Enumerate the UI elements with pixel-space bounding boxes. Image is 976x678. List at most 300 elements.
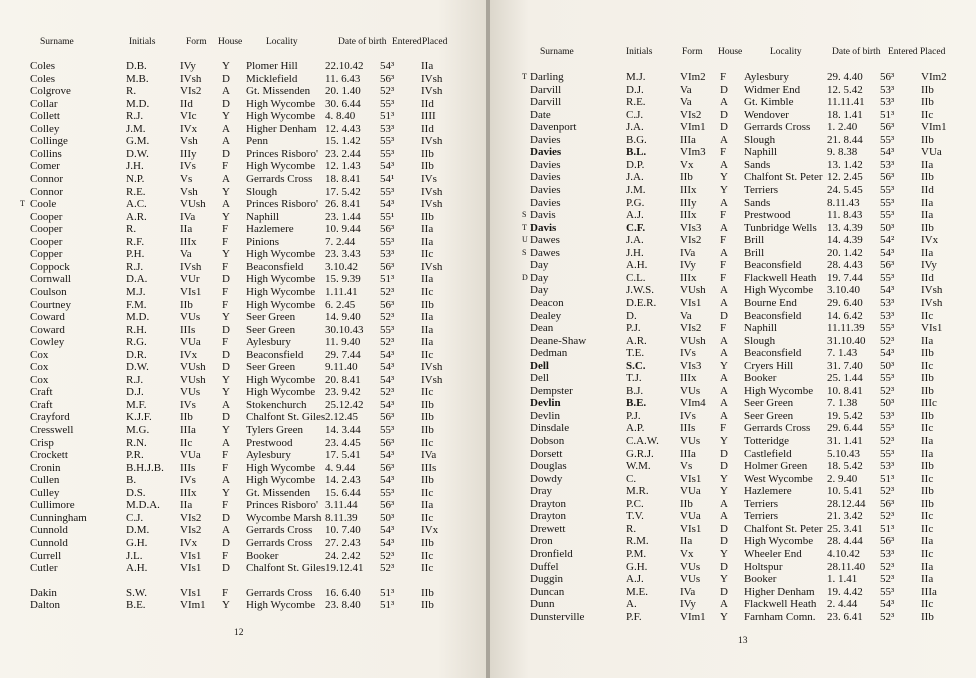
cell-locality: Naphill — [744, 146, 777, 159]
header-entered: Entered — [888, 47, 918, 57]
cell-entered: 56³ — [380, 72, 395, 85]
cell-entered: 53³ — [880, 158, 895, 171]
cell-initials: R.F. — [126, 235, 145, 248]
entry-row — [490, 586, 976, 598]
cell-locality: Widmer End — [744, 83, 801, 96]
cell-house: D — [222, 97, 230, 110]
cell-date-of-birth: 10. 8.41 — [827, 384, 863, 397]
cell-locality: Aylesbury — [744, 71, 789, 83]
cell-initials: A.J. — [626, 573, 644, 585]
cell-surname: Dakin — [30, 586, 57, 599]
cell-placed: IVa — [421, 449, 437, 462]
cell-initials: J.L. — [126, 549, 143, 562]
cell-date-of-birth: 28. 4.44 — [827, 535, 863, 548]
cell-entered: 56³ — [880, 121, 895, 134]
entry-row — [0, 73, 486, 85]
cell-initials: D.W. — [126, 361, 149, 374]
cell-initials: R.E. — [126, 185, 146, 198]
cell-form: VIs1 — [680, 472, 702, 485]
cell-placed: IIb — [921, 221, 934, 234]
cell-house: Y — [222, 248, 230, 261]
cell-surname: Coulson — [30, 285, 67, 298]
cell-house: D — [222, 273, 230, 286]
cell-locality: Prestwood — [744, 209, 791, 222]
cell-date-of-birth: 1.11.41 — [325, 285, 358, 298]
cell-surname: Drayton — [530, 497, 567, 510]
cell-entered: 52³ — [380, 562, 395, 574]
cell-form: Vx — [680, 547, 694, 560]
entry-row — [0, 524, 486, 536]
cell-form: IVs — [680, 347, 696, 360]
cell-date-of-birth: 18. 8.41 — [325, 172, 361, 185]
left-page — [0, 0, 486, 678]
entry-row — [490, 523, 976, 535]
cell-placed: IVs — [421, 172, 437, 185]
entry-row — [0, 248, 486, 260]
cell-form: IIIy — [180, 147, 197, 160]
cell-surname: Cunnold — [30, 524, 68, 537]
cell-date-of-birth: 11. 8.43 — [827, 209, 863, 222]
cell-initials: M.J. — [626, 71, 646, 83]
cell-locality: Gerrards Cross — [744, 422, 811, 435]
cell-house: A — [720, 384, 728, 397]
cell-locality: Flackwell Heath — [744, 598, 817, 611]
cell-placed: IId — [921, 271, 934, 284]
cell-placed: IIb — [921, 610, 934, 623]
cell-house: A — [222, 398, 230, 411]
cell-placed: IVx — [921, 234, 939, 247]
cell-placed: IIb — [421, 298, 434, 311]
cell-initials: R. — [126, 223, 137, 236]
cell-entered: 55³ — [880, 196, 895, 209]
cell-date-of-birth: 11.11.39 — [827, 322, 865, 334]
cell-form: VIm4 — [680, 397, 706, 410]
cell-locality: Slough — [744, 334, 776, 347]
cell-house: A — [720, 372, 728, 385]
cell-date-of-birth: 3.11.44 — [325, 499, 358, 512]
cell-initials: P.J. — [626, 322, 641, 334]
header-placed: Placed — [920, 47, 946, 57]
cell-surname: Craft — [30, 386, 53, 399]
cell-form: IIb — [180, 411, 193, 424]
cell-initials: M.J. — [126, 285, 146, 298]
cell-house: D — [222, 411, 230, 424]
cell-date-of-birth: 15. 6.44 — [325, 486, 361, 499]
cell-date-of-birth: 3.10.42 — [325, 260, 358, 273]
entry-row — [490, 448, 976, 460]
entry-row — [0, 261, 486, 273]
entry-row — [490, 598, 976, 610]
cell-form: VIs2 — [680, 108, 702, 121]
cell-form: VIs1 — [180, 586, 202, 599]
cell-placed: IIII — [421, 110, 436, 123]
cell-placed: IIc — [921, 472, 934, 485]
cell-form: VUs — [680, 560, 701, 573]
cell-form: IVsh — [180, 260, 202, 273]
cell-locality: Chalfont St. Giles — [246, 411, 326, 424]
cell-locality: Beaconsfield — [744, 347, 802, 360]
cell-placed: IIIa — [921, 585, 937, 598]
cell-placed: IIa — [921, 447, 934, 460]
cell-date-of-birth: 2. 9.40 — [827, 472, 858, 485]
cell-form: IId — [180, 97, 193, 110]
cell-entered: 52³ — [880, 573, 895, 585]
cell-form: VUa — [180, 336, 201, 349]
cell-locality: Plomer Hill — [246, 60, 298, 72]
cell-form: IIIs — [180, 323, 196, 336]
entry-row — [490, 310, 976, 322]
cell-entered: 55³ — [380, 486, 395, 499]
cell-date-of-birth: 7. 2.44 — [325, 235, 356, 248]
cell-date-of-birth: 20. 8.41 — [325, 373, 361, 386]
cell-placed: IIc — [421, 386, 434, 399]
cell-locality: Booker — [744, 573, 777, 585]
cell-locality: Prestwood — [246, 436, 293, 449]
cell-surname: Cowley — [30, 336, 65, 349]
cell-entered: 55³ — [380, 235, 395, 248]
cell-house: A — [222, 474, 230, 487]
cell-locality: Terriers — [744, 183, 779, 196]
cell-date-of-birth: 20. 1.42 — [827, 246, 863, 259]
cell-house: A — [720, 598, 728, 611]
cell-placed: IIb — [421, 210, 434, 223]
cell-house: D — [720, 108, 728, 121]
cell-entered: 53³ — [880, 460, 895, 473]
cell-form: IIIa — [180, 424, 196, 436]
cell-form: IIIa — [680, 133, 696, 146]
cell-initials: A.H. — [126, 562, 148, 574]
cell-form: VUs — [180, 311, 201, 323]
cell-initials: P.C. — [626, 497, 644, 510]
entry-row — [490, 84, 976, 96]
cell-placed: IIa — [421, 273, 434, 286]
cell-date-of-birth: 25. 3.41 — [827, 522, 863, 535]
cell-entered: 54³ — [380, 198, 395, 211]
entry-row — [0, 311, 486, 323]
cell-placed: IIc — [921, 547, 934, 560]
cell-surname: Cresswell — [30, 424, 74, 436]
cell-locality: Slough — [744, 133, 776, 146]
cell-locality: Beaconsfield — [744, 309, 802, 322]
cell-date-of-birth: 24. 5.45 — [827, 183, 863, 196]
cell-date-of-birth: 17. 5.42 — [325, 185, 361, 198]
cell-house: A — [720, 96, 728, 109]
cell-locality: Tylers Green — [246, 424, 303, 436]
cell-form: VIm1 — [680, 121, 706, 134]
cell-entered: 56³ — [380, 260, 395, 273]
entry-row — [0, 160, 486, 172]
cell-placed: IIb — [421, 411, 434, 424]
cell-placed: IIb — [921, 347, 934, 360]
cell-initials: C.A.W. — [626, 435, 659, 447]
cell-house: F — [222, 235, 229, 248]
cell-locality: Farnham Comn. — [744, 610, 816, 623]
cell-initials: D.M. — [126, 524, 150, 537]
entry-row — [490, 510, 976, 522]
entry-row — [0, 324, 486, 336]
cell-form: VUsh — [680, 284, 706, 297]
cell-date-of-birth: 20. 1.40 — [325, 85, 361, 98]
cell-placed: IIc — [421, 486, 434, 499]
cell-house: D — [222, 323, 230, 336]
cell-date-of-birth: 14. 6.42 — [827, 309, 863, 322]
cell-house: F — [222, 260, 229, 273]
cell-form: IVs — [180, 398, 196, 411]
cell-initials: M.D.A. — [126, 499, 160, 512]
cell-house: D — [720, 560, 728, 573]
cell-locality: Stokenchurch — [246, 398, 307, 411]
cell-house: F — [222, 223, 229, 236]
cell-initials: R. — [626, 522, 637, 535]
cell-date-of-birth: 10. 5.41 — [827, 485, 863, 498]
cell-surname: Dobson — [530, 435, 565, 447]
cell-surname: Dealey — [530, 309, 562, 322]
cell-initials: D.A. — [126, 273, 148, 286]
cell-house: Y — [222, 386, 230, 399]
cell-house: F — [720, 209, 727, 222]
cell-form: IVx — [180, 348, 198, 361]
cell-entered: 56³ — [880, 71, 895, 83]
cell-house: Y — [222, 311, 230, 323]
cell-date-of-birth: 29. 6.40 — [827, 296, 863, 309]
entry-row — [490, 134, 976, 146]
cell-date-of-birth: 4. 8.40 — [325, 110, 356, 123]
cell-entered: 52³ — [880, 485, 895, 498]
cell-locality: Holtspur — [744, 560, 783, 573]
cell-house: Y — [720, 359, 728, 372]
cell-surname: Dronfield — [530, 547, 573, 560]
cell-entered: 52³ — [380, 386, 395, 399]
header-locality: Locality — [266, 37, 298, 47]
cell-surname: Dawes — [530, 246, 560, 259]
cell-date-of-birth: 6. 2.45 — [325, 298, 356, 311]
cell-locality: Higher Denham — [246, 122, 317, 135]
cell-placed: IIc — [921, 522, 934, 535]
cell-placed: IIa — [921, 158, 934, 171]
cell-locality: Aylesbury — [246, 449, 291, 462]
entry-row — [0, 85, 486, 97]
cell-surname: Colley — [30, 122, 60, 135]
cell-date-of-birth: 1. 1.41 — [827, 573, 858, 585]
cell-marker: T — [522, 72, 527, 81]
cell-placed: IIb — [921, 384, 934, 397]
cell-entered: 50³ — [880, 397, 895, 410]
cell-entered: 53³ — [380, 122, 395, 135]
cell-placed: IIb — [921, 171, 934, 184]
cell-house: A — [720, 133, 728, 146]
cell-form: VIs3 — [680, 221, 702, 234]
header-form: Form — [186, 37, 207, 47]
cell-initials: R.J. — [126, 373, 144, 386]
cell-form: IVa — [680, 246, 696, 259]
cell-locality: High Wycombe — [246, 285, 316, 298]
cell-initials: C. — [626, 472, 637, 485]
cell-placed: IIa — [921, 334, 934, 347]
cell-entered: 56³ — [380, 223, 395, 236]
cell-house: F — [222, 449, 229, 462]
cell-locality: Aylesbury — [246, 336, 291, 349]
entry-row — [0, 349, 486, 361]
cell-entered: 51³ — [880, 108, 895, 121]
cell-form: Va — [180, 248, 192, 261]
cell-entered: 53³ — [880, 547, 895, 560]
entry-row — [0, 537, 486, 549]
cell-surname: Dorsett — [530, 447, 563, 460]
cell-locality: Holmer Green — [744, 460, 808, 473]
entry-row — [0, 562, 486, 574]
cell-placed: IIb — [421, 586, 434, 599]
cell-entered: 54³ — [380, 449, 395, 462]
entry-row — [0, 60, 486, 72]
cell-date-of-birth: 1. 2.40 — [827, 121, 858, 134]
cell-house: A — [222, 172, 230, 185]
entry-row — [0, 211, 486, 223]
entry-row — [490, 234, 976, 246]
cell-entered: 53³ — [880, 96, 895, 109]
cell-initials: G.R.J. — [626, 447, 654, 460]
cell-date-of-birth: 11. 6.43 — [325, 72, 361, 85]
cell-surname: Cooper — [30, 235, 63, 248]
cell-initials: A.R. — [626, 334, 647, 347]
entry-row — [490, 96, 976, 108]
cell-form: IIb — [180, 298, 193, 311]
cell-form: IIIx — [680, 372, 697, 385]
header-locality: Locality — [770, 47, 802, 57]
cell-locality: Terriers — [744, 510, 779, 523]
cell-entered: 56³ — [880, 259, 895, 272]
cell-locality: Brill — [744, 246, 765, 259]
cell-locality: Penn — [246, 135, 268, 148]
cell-entered: 55³ — [880, 447, 895, 460]
cell-initials: P.M. — [626, 547, 647, 560]
cell-locality: Naphill — [246, 210, 279, 223]
cell-placed: IIa — [921, 435, 934, 447]
cell-house: D — [222, 72, 230, 85]
cell-house: Y — [720, 610, 728, 623]
cell-locality: Brill — [744, 234, 765, 247]
cell-initials: R.G. — [126, 336, 147, 349]
cell-entered: 52³ — [880, 560, 895, 573]
entry-row — [0, 223, 486, 235]
cell-initials: R.E. — [626, 96, 646, 109]
cell-locality: Gt. Missenden — [246, 85, 311, 98]
entry-row — [0, 236, 486, 248]
right-page-number: 13 — [738, 636, 748, 646]
cell-surname: Crayford — [30, 411, 70, 424]
cell-initials: W.M. — [626, 460, 651, 473]
cell-form: IIa — [180, 499, 193, 512]
entry-row — [490, 573, 976, 585]
entry-row — [0, 587, 486, 599]
entry-row — [0, 148, 486, 160]
cell-form: IVy — [680, 598, 696, 611]
cell-form: Vsh — [180, 185, 198, 198]
cell-date-of-birth: 8.11.43 — [827, 196, 860, 209]
cell-entered: 52³ — [380, 549, 395, 562]
cell-locality: Hazlemere — [246, 223, 294, 236]
cell-initials: C.J. — [126, 511, 144, 524]
entry-row — [0, 499, 486, 511]
cell-form: IVy — [680, 259, 696, 272]
cell-form: VIs2 — [680, 322, 702, 334]
cell-date-of-birth: 3.10.40 — [827, 284, 860, 297]
cell-initials: M.E. — [626, 585, 648, 598]
cell-date-of-birth: 23. 9.42 — [325, 386, 361, 399]
cell-form: VIc — [180, 110, 197, 123]
cell-date-of-birth: 15. 1.42 — [325, 135, 361, 148]
cell-entered: 56³ — [380, 298, 395, 311]
cell-initials: J.H. — [126, 160, 144, 173]
cell-entered: 52³ — [380, 311, 395, 323]
cell-placed: IIb — [921, 485, 934, 498]
cell-placed: IVsh — [421, 260, 443, 273]
cell-placed: IIa — [421, 336, 434, 349]
cell-locality: Wycombe Marsh — [246, 511, 322, 524]
cell-placed: IId — [421, 97, 434, 110]
cell-locality: Slough — [246, 185, 278, 198]
cell-initials: T.V. — [626, 510, 644, 523]
cell-entered: 54¹ — [380, 172, 395, 185]
cell-surname: Crisp — [30, 436, 54, 449]
cell-form: IVs — [180, 160, 196, 173]
cell-locality: High Wycombe — [246, 474, 316, 487]
cell-entered: 56³ — [880, 497, 895, 510]
cell-surname: Cunningham — [30, 511, 87, 524]
cell-house: A — [720, 397, 728, 410]
header-form: Form — [682, 47, 703, 57]
cell-initials: A.R. — [126, 210, 147, 223]
header-surname: Surname — [540, 47, 574, 57]
cell-form: VUsh — [180, 361, 206, 374]
left-page-number: 12 — [234, 628, 244, 638]
cell-date-of-birth: 19. 7.44 — [827, 271, 863, 284]
cell-surname: Courtney — [30, 298, 71, 311]
cell-placed: IIb — [421, 474, 434, 487]
entry-row — [0, 374, 486, 386]
cell-form: IVs — [680, 409, 696, 422]
cell-marker: D — [522, 272, 528, 282]
cell-entered: 54³ — [380, 361, 395, 374]
cell-entered: 56³ — [880, 535, 895, 548]
cell-initials: J.A. — [626, 234, 644, 247]
cell-house: A — [222, 524, 230, 537]
cell-placed: IIc — [421, 562, 434, 574]
cell-placed: IIc — [921, 309, 934, 322]
cell-placed: IIa — [421, 323, 434, 336]
cell-house: D — [720, 535, 728, 548]
cell-locality: Beaconsfield — [246, 260, 304, 273]
cell-entered: 55³ — [880, 271, 895, 284]
cell-date-of-birth: 27. 2.43 — [325, 536, 361, 549]
cell-form: VUsh — [180, 198, 206, 211]
cell-surname: Cox — [30, 361, 49, 374]
entry-row — [0, 110, 486, 122]
cell-date-of-birth: 23. 4.45 — [325, 436, 361, 449]
cell-entered: 51³ — [380, 110, 395, 123]
cell-date-of-birth: 13. 1.42 — [827, 158, 863, 171]
cell-placed: IIc — [421, 436, 434, 449]
cell-form: VUs — [180, 386, 201, 399]
cell-surname: Coles — [30, 60, 56, 72]
cell-locality: Naphill — [744, 322, 777, 334]
cell-surname: Day — [530, 284, 549, 297]
entry-row — [490, 322, 976, 334]
entry-row — [490, 561, 976, 573]
cell-entered: 52³ — [380, 85, 395, 98]
cell-date-of-birth: 9. 8.38 — [827, 146, 858, 159]
cell-locality: Seer Green — [246, 361, 296, 374]
cell-form: VIs2 — [680, 234, 702, 247]
